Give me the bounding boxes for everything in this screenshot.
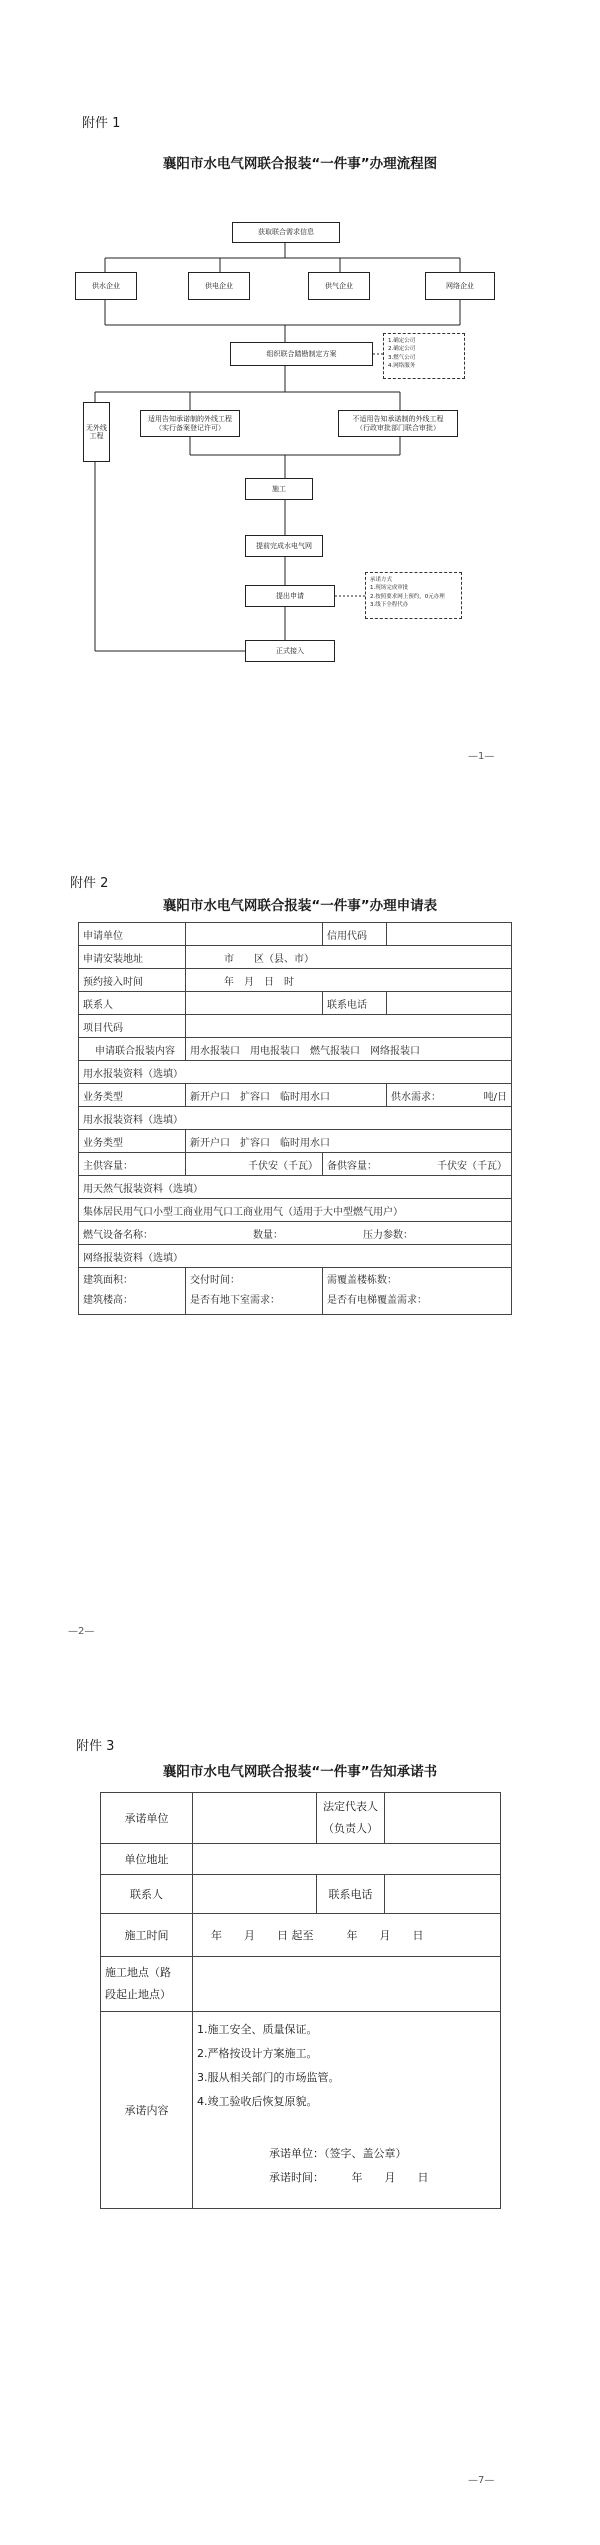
project-code-value[interactable] xyxy=(186,1015,512,1038)
flow-apply-box: 提出申请 xyxy=(245,585,335,607)
page-number: —1— xyxy=(468,751,495,762)
legal-rep-sub-text: （负责人） xyxy=(323,1822,378,1835)
power-section-heading: 用水报装资料（选填） xyxy=(79,1107,512,1130)
sign-unit-line[interactable]: 承诺单位：（签字、盖公章） xyxy=(269,2147,407,2160)
credit-code-label: 信用代码 xyxy=(323,923,387,946)
delivery-time-label: 交付时间： xyxy=(190,1275,240,1286)
building-height-label: 建筑楼高： xyxy=(83,1295,133,1306)
gas-pressure-label: 压力参数： xyxy=(363,1229,413,1241)
delivery-info-cell[interactable] xyxy=(186,1268,323,1315)
gas-type-options[interactable]: 集体居民用气口小型工商业用气口工商业用气（适用于大中型燃气用户） xyxy=(79,1199,512,1222)
scheme-note-line: 3.燃气公司 xyxy=(388,354,416,361)
table-row xyxy=(79,1245,512,1268)
contact-label: 联系人 xyxy=(101,1875,193,1914)
branch-left-line: 适用告知承诺制的外线工程 xyxy=(148,415,232,424)
building-info-cell[interactable] xyxy=(79,1268,186,1315)
attachment-label: 附件 3 xyxy=(76,1739,115,1754)
gas-device-label: 燃气设备名称： xyxy=(83,1229,153,1241)
flow-connect-box: 正式接入 xyxy=(245,640,335,662)
apply-note-line: 1.现场完成审批 xyxy=(370,585,409,592)
flow-scheme-box: 组织联合踏勘制定方案 xyxy=(230,342,373,366)
address-label: 申请安装地址 xyxy=(79,946,186,969)
scheme-note-line: 4.网络服务 xyxy=(388,362,416,369)
flow-branch-notify xyxy=(140,410,240,437)
gas-quantity-label: 数量： xyxy=(253,1229,283,1241)
flow-no-external-works xyxy=(83,402,110,462)
contact-value[interactable] xyxy=(193,1875,317,1914)
joint-content-options[interactable]: 用水报装口 用电报装口 燃气报装口 网络报装口 xyxy=(186,1038,512,1061)
apply-note-line: 2.按照要求网上预约，0元办理 xyxy=(370,593,445,600)
water-demand-label: 供水需求： xyxy=(391,1091,441,1103)
page-number: —2— xyxy=(68,1626,95,1637)
water-section-heading: 用水报装资料（选填） xyxy=(79,1061,512,1084)
table-row xyxy=(101,1875,501,1914)
flow-utility-water: 供水企业 xyxy=(75,272,137,300)
project-code-label: 项目代码 xyxy=(79,1015,186,1038)
gas-device-row[interactable] xyxy=(79,1222,512,1245)
page-1-flowchart xyxy=(0,0,600,850)
contact-value[interactable] xyxy=(186,992,323,1015)
gas-section-heading: 用天然气报装资料（选填） xyxy=(79,1176,512,1199)
contact-phone-value[interactable] xyxy=(387,992,512,1015)
address-value[interactable]: 市 区（县、市） xyxy=(186,946,512,969)
contact-phone-value[interactable] xyxy=(385,1875,501,1914)
attachment-label: 附件 1 xyxy=(82,116,121,131)
backup-capacity-label: 备供容量： xyxy=(327,1160,377,1172)
table-row xyxy=(101,1793,501,1844)
appointment-value[interactable]: 年 月 日 时 xyxy=(186,969,512,992)
construction-time-value[interactable]: 年 月 日 起至 年 月 日 xyxy=(193,1914,501,1957)
table-row xyxy=(79,946,512,969)
page-2-application-form xyxy=(0,850,600,1700)
unit-address-value[interactable] xyxy=(193,1844,501,1875)
table-row xyxy=(101,1914,501,1957)
appointment-label: 预约接入时间 xyxy=(79,969,186,992)
network-section-heading: 网络报装资料（选填） xyxy=(79,1245,512,1268)
water-demand-unit: 吨/日 xyxy=(483,1091,507,1103)
flow-inspection-box: 提前完成水电气网 xyxy=(245,535,323,557)
table-row xyxy=(101,2012,501,2209)
coverage-info-cell[interactable] xyxy=(323,1268,512,1315)
flow-utility-gas: 供气企业 xyxy=(308,272,370,300)
credit-code-value[interactable] xyxy=(387,923,512,946)
side-box-line: 无外线 xyxy=(86,423,107,432)
construction-time-label: 施工时间 xyxy=(101,1914,193,1957)
table-row xyxy=(101,1844,501,1875)
scheme-note-line: 1.确定公司 xyxy=(388,338,416,344)
building-area-label: 建筑面积： xyxy=(83,1275,133,1286)
table-row xyxy=(79,969,512,992)
location-value[interactable] xyxy=(193,1957,501,2012)
business-type-label: 业务类型 xyxy=(79,1130,186,1153)
application-table xyxy=(78,922,512,1315)
flow-apply-note xyxy=(365,572,462,619)
branch-right-line: 不适用告知承诺制的外线工程 xyxy=(352,415,444,424)
table-row xyxy=(79,923,512,946)
document-title: 襄阳市水电气网联合报装“一件事”告知承诺书 xyxy=(162,1764,438,1780)
flow-scheme-note xyxy=(383,333,465,379)
table-row xyxy=(79,1176,512,1199)
business-type-label: 业务类型 xyxy=(79,1084,186,1107)
document-title: 襄阳市水电气网联合报装“一件事”办理流程图 xyxy=(162,156,438,172)
table-row xyxy=(79,992,512,1015)
table-row xyxy=(79,1130,512,1153)
unit-address-label: 单位地址 xyxy=(101,1844,193,1875)
pledge-content-value xyxy=(193,2012,501,2209)
table-row xyxy=(79,1199,512,1222)
main-capacity-value[interactable]: 千伏安（千瓦） xyxy=(186,1153,323,1176)
flow-branch-approval xyxy=(338,410,458,437)
legal-rep-text: 法定代表人 xyxy=(323,1800,378,1813)
table-row xyxy=(101,1957,501,2012)
document-title: 襄阳市水电气网联合报装“一件事”办理申请表 xyxy=(162,898,438,914)
power-type-options[interactable]: 新开户口 扩容口 临时用水口 xyxy=(186,1130,512,1153)
pledge-item: 2.严格按设计方案施工。 xyxy=(197,2047,318,2060)
location-label-line: 施工地点（路 xyxy=(105,1966,171,1979)
apply-note-line: 3.线下全程代办 xyxy=(370,601,409,608)
joint-content-label: 申请联合报装内容 xyxy=(79,1038,186,1061)
branch-left-line: （实行备案登记许可） xyxy=(155,423,225,432)
pledge-unit-value[interactable] xyxy=(193,1793,317,1844)
table-row xyxy=(79,1015,512,1038)
coverage-floors-label: 需覆盖楼栋数： xyxy=(327,1275,397,1286)
applicant-label: 申请单位 xyxy=(79,923,186,946)
location-label xyxy=(101,1957,193,2012)
flow-utility-power: 供电企业 xyxy=(188,272,250,300)
flow-utility-network: 网络企业 xyxy=(425,272,495,300)
table-row xyxy=(79,1107,512,1130)
legal-rep-label xyxy=(317,1793,385,1844)
page-3-commitment-letter xyxy=(0,1700,600,2545)
table-row xyxy=(79,1038,512,1061)
pledge-unit-label: 承诺单位 xyxy=(101,1793,193,1844)
legal-rep-value[interactable] xyxy=(385,1793,501,1844)
table-row xyxy=(79,1084,512,1107)
table-row xyxy=(79,1268,512,1315)
sign-time-line[interactable]: 承诺时间： 年 月 日 xyxy=(269,2171,429,2184)
table-row xyxy=(79,1061,512,1084)
pledge-item: 4.竣工验收后恢复原貌。 xyxy=(197,2095,318,2108)
table-row xyxy=(79,1153,512,1176)
apply-note-line: 承诺方式 xyxy=(370,577,393,583)
contact-phone-label: 联系电话 xyxy=(323,992,387,1015)
pledge-content-label: 承诺内容 xyxy=(101,2012,193,2209)
backup-capacity-unit: 千伏安（千瓦） xyxy=(437,1160,507,1172)
attachment-label: 附件 2 xyxy=(70,876,109,891)
contact-phone-label: 联系电话 xyxy=(317,1875,385,1914)
commitment-table xyxy=(100,1792,501,2209)
table-row xyxy=(79,1222,512,1245)
side-box-line: 工程 xyxy=(89,432,104,440)
flow-construction-box: 施工 xyxy=(245,478,313,500)
elevator-label: 是否有电梯覆盖需求： xyxy=(327,1295,427,1306)
page-number: —7— xyxy=(468,2475,495,2486)
scheme-note-line: 2.确定公司 xyxy=(388,346,416,353)
water-demand-cell[interactable] xyxy=(387,1084,512,1107)
applicant-value[interactable] xyxy=(186,923,323,946)
main-capacity-label: 主供容量： xyxy=(79,1153,186,1176)
contact-label: 联系人 xyxy=(79,992,186,1015)
pledge-item: 1.施工安全、质量保证。 xyxy=(197,2023,318,2036)
backup-capacity-cell[interactable] xyxy=(323,1153,512,1176)
basement-label: 是否有地下室需求： xyxy=(190,1295,280,1306)
location-label-line: 段起止地点） xyxy=(105,1988,171,2001)
pledge-item: 3.服从相关部门的市场监管。 xyxy=(197,2071,340,2084)
water-type-options[interactable]: 新开户口 扩容口 临时用水口 xyxy=(186,1084,387,1107)
flow-start-box: 获取联合需求信息 xyxy=(232,222,340,243)
branch-right-line: （行政审批部门联合审批） xyxy=(356,423,440,432)
